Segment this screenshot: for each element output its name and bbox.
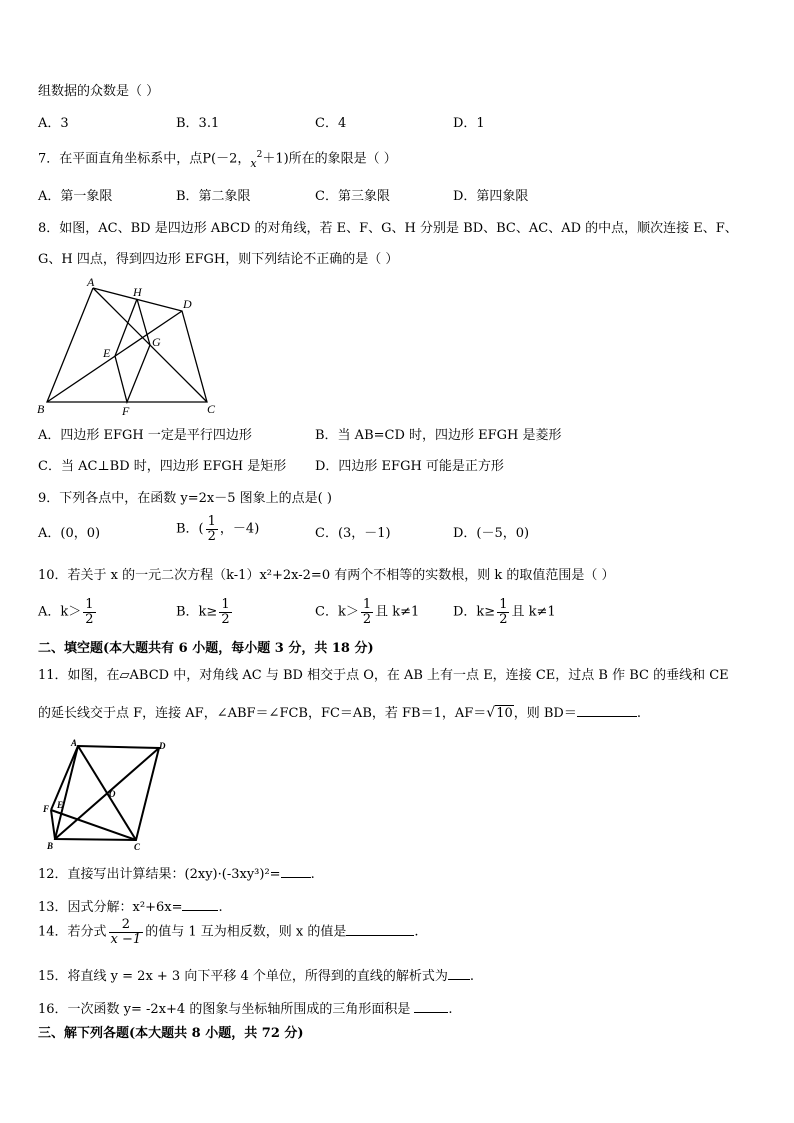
q14-post: 的值与 1 互为相反数，则 x 的值是	[145, 924, 347, 940]
q10-optc-post: 且 k≠1	[375, 604, 420, 620]
q9-option-c: C．(3，－1)	[315, 526, 391, 541]
q8-stem-line2: G、H 四点，得到四边形 EFGH，则下列结论不正确的是（ ）	[38, 252, 399, 267]
q7-option-c: C．第三象限	[315, 189, 390, 204]
q8-label-e: E	[103, 346, 111, 360]
q11-line-bf	[51, 810, 55, 839]
q8-option-c: C．当 AC⊥BD 时，四边形 EFGH 是矩形	[38, 459, 287, 474]
q11-stem-line2: 的延长线交于点 F，连接 AF，∠ABF＝∠FCB，FC＝AB，若 FB＝1，AF＝√10，则 BD＝ .	[38, 705, 641, 721]
q13-answer-blank	[182, 898, 218, 911]
q11-answer-blank	[577, 704, 637, 717]
q6-option-d: D．1	[453, 116, 485, 131]
q11-label-f: F	[43, 804, 50, 814]
q14-fraction	[109, 918, 144, 946]
q9-optb-fraction	[206, 515, 218, 543]
q11-stem-line1: 11．如图，在▱ABCD 中，对角线 AC 与 BD 相交于点 O，在 AB 上有一点 E，连接 CE，过点 B 作 BC 的垂线和 CE	[38, 668, 729, 683]
sqrt-icon: √	[486, 705, 496, 721]
q11-label-o: O	[109, 789, 116, 799]
q9-stem: 9．下列各点中，在函数 y=2x－5 图象上的点是( )	[38, 491, 332, 506]
q10-option-b	[176, 598, 234, 626]
q10-optc-fraction	[361, 598, 373, 626]
frac-numerator: 1	[499, 597, 508, 612]
q6-option-a: A．3	[38, 116, 69, 131]
q10-optb-fraction	[219, 598, 231, 626]
frac-numerator: 1	[85, 597, 94, 612]
q8-stem-line1: 8．如图，AC、BD 是四边形 ABCD 的对角线，若 E、F、G、H 分别是 BD、BC、AC、AD 的中点，顺次连接 E、F、	[38, 221, 738, 236]
q8-option-d: D．四边形 EFGH 可能是正方形	[315, 459, 504, 474]
q11-line2-b: ，则 BD＝	[513, 706, 577, 721]
q7-x: x	[250, 157, 257, 171]
frac-denominator: 2	[221, 611, 230, 627]
q7-stem-a: 7．在平面直角坐标系中，点P(－2，	[38, 151, 251, 167]
q10-option-a	[38, 598, 98, 626]
q11-line2-a: 的延长线交于点 F，连接 AF，∠ABF＝∠FCB，FC＝AB，若 FB＝1，AF＝	[38, 706, 487, 721]
q16-answer-blank	[414, 1000, 448, 1013]
q9-option-d: D．(－5，0)	[453, 526, 530, 541]
q11-label-c: C	[134, 842, 141, 852]
q9-optb-post: ，－4)	[219, 521, 260, 537]
q10-optd-pre: D．k≥	[453, 604, 496, 620]
q11-label-b: B	[47, 841, 54, 851]
q11-label-d: D	[159, 741, 166, 751]
q8-label-c: C	[207, 402, 216, 416]
q15-stem: 15．将直线 y = 2x + 3 向下平移 4 个单位，所得到的直线的解析式为 .	[38, 969, 475, 984]
q7-stem	[38, 150, 397, 171]
q15-answer-blank	[448, 967, 470, 980]
q8-quadrilateral-figure	[30, 275, 230, 420]
q6-stem: 组数据的众数是（ ）	[38, 84, 160, 99]
q9-optb-pre: B．(	[176, 521, 204, 537]
q16-stem: 16．一次函数 y= -2x+4 的图象与坐标轴所围成的三角形面积是 .	[38, 1002, 453, 1017]
frac-numerator: 1	[207, 514, 216, 529]
q8-label-a: A	[87, 275, 95, 289]
q14-stem: 14．若分式 $\frac{2}{x -1}$ 的值与 1 互为相反数，则 x 的值是 .	[38, 917, 419, 947]
frac-denominator: 2	[499, 611, 508, 627]
frac-denominator: 2	[362, 611, 372, 627]
q16-text: 16．一次函数 y= -2x+4 的图象与坐标轴所围成的三角形面积是	[38, 1002, 411, 1017]
q15-text: 15．将直线 y = 2x + 3 向下平移 4 个单位，所得到的直线的解析式为	[38, 969, 448, 984]
q10-optc-pre: C．k＞	[315, 604, 359, 620]
q6-option-c: C．4	[315, 116, 347, 131]
q12-text: 12．直接写出计算结果：(2xy)·(-3xy³)²=	[38, 867, 281, 882]
frac-numerator: 1	[221, 597, 230, 612]
q13-stem: 13．因式分解：x²+6x= .	[38, 900, 223, 915]
q10-opta-pre: A．k＞	[38, 604, 82, 620]
q10-option-c	[315, 598, 419, 626]
q13-text: 13．因式分解：x²+6x=	[38, 900, 183, 915]
q11-line-cf	[51, 810, 136, 840]
q12-answer-blank	[281, 865, 311, 878]
q11-sqrt-value: 10	[496, 706, 513, 721]
q7-option-a: A．第一象限	[38, 189, 113, 204]
q10-option-d	[453, 598, 556, 626]
q12-stem: 12．直接写出计算结果：(2xy)·(-3xy³)²= .	[38, 867, 315, 882]
q7-option-d: D．第四象限	[453, 189, 529, 204]
frac-numerator: 2	[121, 917, 130, 932]
q10-optd-post: 且 k≠1	[511, 604, 556, 620]
frac-denominator: 2	[207, 528, 216, 544]
section-2-heading: 二、填空题(本大题共有 6 小题，每小题 3 分，共 18 分)	[38, 641, 374, 656]
q8-label-g: G	[152, 335, 161, 349]
q8-label-f: F	[122, 404, 130, 418]
frac-denominator: 2	[85, 611, 94, 627]
q11-label-a: A	[71, 738, 78, 748]
q8-option-a: A．四边形 EFGH 一定是平行四边形	[38, 428, 252, 443]
q7-sup: 2	[256, 150, 263, 160]
q11-parallelogram-figure	[38, 737, 173, 852]
q7-stem-b: ＋1)所在的象限是（ ）	[262, 151, 397, 167]
q7-option-b: B．第二象限	[176, 189, 251, 204]
frac-denominator: x −1	[110, 931, 142, 947]
q11-label-e: E	[57, 800, 64, 810]
q10-opta-fraction	[83, 598, 95, 626]
q6-option-b: B．3.1	[176, 116, 220, 131]
q10-optb-pre: B．k≥	[176, 604, 218, 620]
q10-stem: 10．若关于 x 的一元二次方程（k-1）x²+2x-2=0 有两个不相等的实数根，则 k 的取值范围是（ ）	[38, 568, 615, 583]
q9-option-a: A．(0，0)	[38, 526, 101, 541]
q14-answer-blank	[346, 923, 414, 936]
frac-numerator: 1	[362, 597, 372, 612]
q8-label-d: D	[183, 297, 192, 311]
q14-pre: 14．若分式	[38, 924, 107, 940]
q8-label-b: B	[37, 402, 45, 416]
q8-label-h: H	[133, 285, 142, 299]
section-3-heading: 三、解下列各题(本大题共 8 小题，共 72 分)	[38, 1026, 304, 1041]
q9-option-b	[176, 515, 259, 543]
q8-option-b: B．当 AB=CD 时，四边形 EFGH 是菱形	[315, 428, 562, 443]
q10-optd-fraction	[497, 598, 509, 626]
